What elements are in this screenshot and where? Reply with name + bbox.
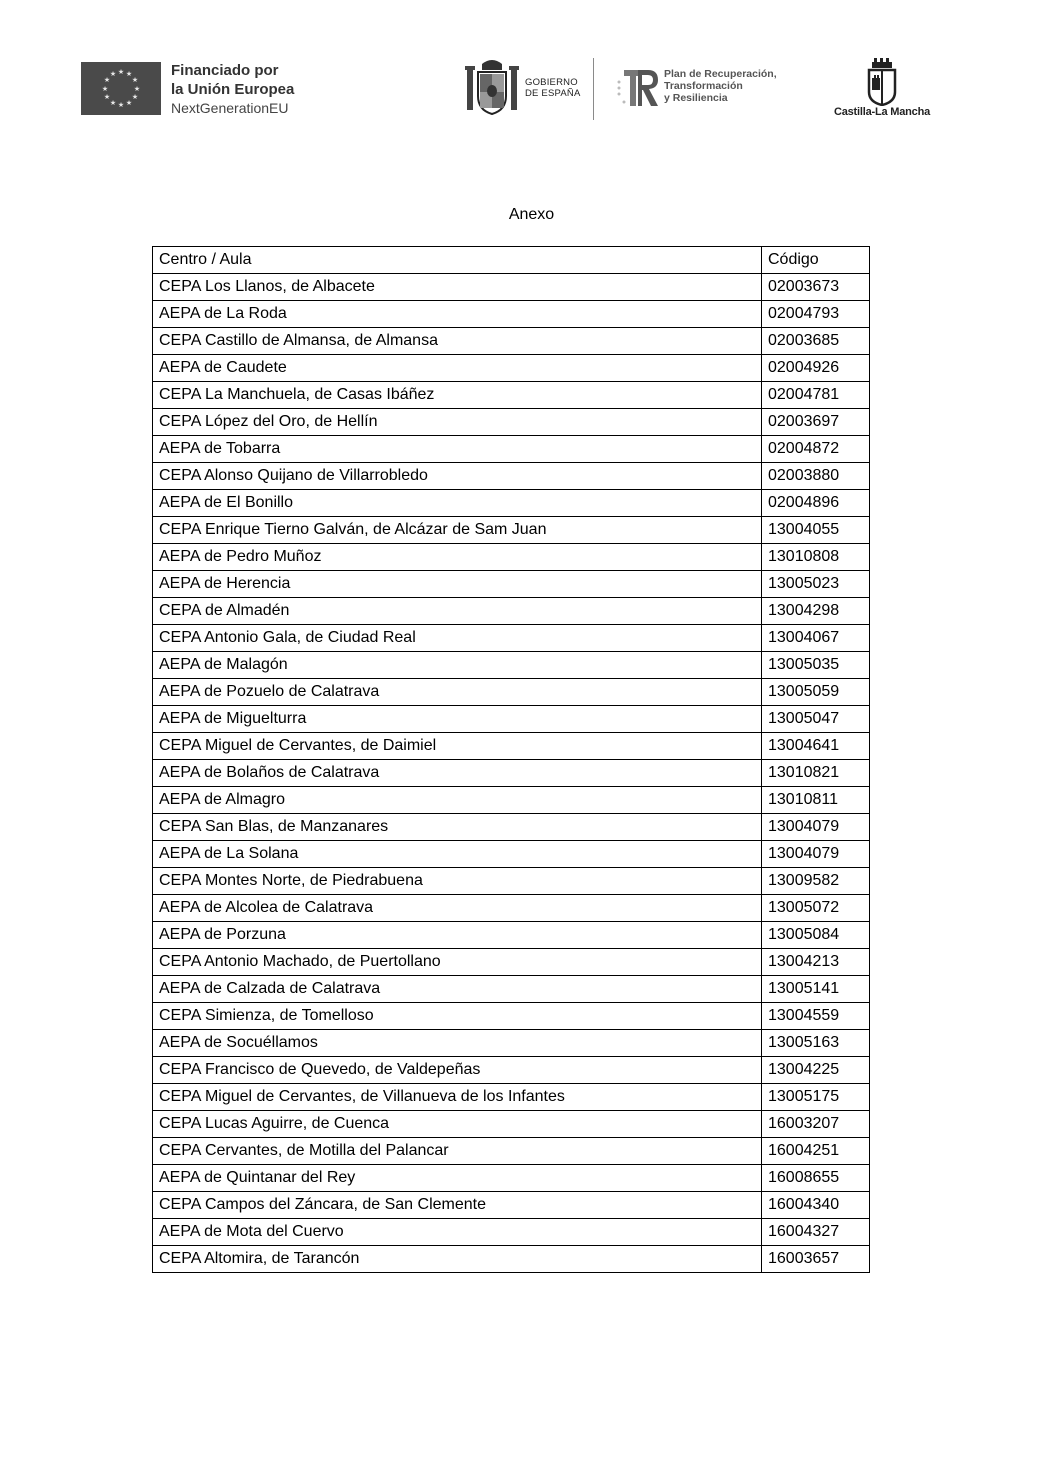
recovery-plan-logo (616, 68, 777, 108)
centro-aula-cell: AEPA de Alcolea de Calatrava (153, 895, 762, 922)
codigo-cell: 13004641 (762, 733, 870, 760)
castilla-la-mancha-name: Castilla-La Mancha (833, 106, 931, 118)
codigo-cell: 16003207 (762, 1111, 870, 1138)
centro-aula-cell: CEPA Antonio Gala, de Ciudad Real (153, 625, 762, 652)
codigo-cell: 13004055 (762, 517, 870, 544)
table-row (153, 1057, 870, 1084)
centro-aula-cell: AEPA de El Bonillo (153, 490, 762, 517)
table-row (153, 1192, 870, 1219)
table-row (153, 868, 870, 895)
table-row (153, 841, 870, 868)
codigo-cell: 13005035 (762, 652, 870, 679)
centro-aula-cell: AEPA de Almagro (153, 787, 762, 814)
centro-aula-cell: CEPA Montes Norte, de Piedrabuena (153, 868, 762, 895)
codigo-cell: 02003880 (762, 463, 870, 490)
centro-aula-cell: CEPA Altomira, de Tarancón (153, 1246, 762, 1273)
codigo-cell: 13010808 (762, 544, 870, 571)
centro-aula-cell: CEPA Antonio Machado, de Puertollano (153, 949, 762, 976)
centro-aula-cell: AEPA de Pozuelo de Calatrava (153, 679, 762, 706)
codigo-cell: 16004327 (762, 1219, 870, 1246)
codigo-cell: 02003697 (762, 409, 870, 436)
table-body (153, 274, 870, 1273)
recovery-line-3: y Resiliencia (664, 92, 728, 104)
svg-text:★: ★ (103, 93, 111, 101)
table-row (153, 1165, 870, 1192)
centro-aula-cell: CEPA Cervantes, de Motilla del Palancar (153, 1138, 762, 1165)
document-header (0, 0, 1063, 140)
codigo-cell: 13005023 (762, 571, 870, 598)
table-row (153, 733, 870, 760)
table-row (153, 409, 870, 436)
codigo-cell: 13004079 (762, 841, 870, 868)
codigo-cell: 13005084 (762, 922, 870, 949)
codigo-cell: 02004781 (762, 382, 870, 409)
svg-text:★: ★ (133, 85, 141, 93)
centro-aula-cell: CEPA San Blas, de Manzanares (153, 814, 762, 841)
table-row (153, 787, 870, 814)
table-row (153, 625, 870, 652)
centro-aula-cell: CEPA López del Oro, de Hellín (153, 409, 762, 436)
table-row (153, 490, 870, 517)
svg-text:★: ★ (131, 76, 139, 84)
codigo-cell: 13004079 (762, 814, 870, 841)
codigo-cell: 13005163 (762, 1030, 870, 1057)
table-row (153, 1084, 870, 1111)
centro-aula-cell: AEPA de Tobarra (153, 436, 762, 463)
table-row (153, 1030, 870, 1057)
recovery-plan-tr-icon (616, 68, 660, 108)
centro-aula-cell: CEPA Enrique Tierno Galván, de Alcázar de Sam Juan (153, 517, 762, 544)
codigo-cell: 13005141 (762, 976, 870, 1003)
centro-aula-cell: AEPA de Caudete (153, 355, 762, 382)
table-row (153, 760, 870, 787)
centro-aula-cell: AEPA de La Roda (153, 301, 762, 328)
codigo-cell: 13004067 (762, 625, 870, 652)
svg-text:★: ★ (109, 99, 117, 107)
centro-aula-cell: CEPA Miguel de Cervantes, de Daimiel (153, 733, 762, 760)
centro-aula-cell: AEPA de Quintanar del Rey (153, 1165, 762, 1192)
table-row (153, 571, 870, 598)
codigo-cell: 13005059 (762, 679, 870, 706)
codigo-cell: 02004872 (762, 436, 870, 463)
castilla-la-mancha-logo (830, 58, 934, 118)
svg-text:★: ★ (117, 68, 125, 76)
centro-aula-cell: CEPA Los Llanos, de Albacete (153, 274, 762, 301)
centro-aula-cell: CEPA Alonso Quijano de Villarrobledo (153, 463, 762, 490)
centro-aula-cell: AEPA de Socuéllamos (153, 1030, 762, 1057)
centro-aula-cell: AEPA de Bolaños de Calatrava (153, 760, 762, 787)
gobierno-espana-logo (465, 58, 580, 118)
table-header-row (153, 247, 870, 274)
table-row (153, 517, 870, 544)
eu-line-1: Financiado por (171, 62, 279, 79)
codigo-cell: 13010811 (762, 787, 870, 814)
codigo-cell: 16008655 (762, 1165, 870, 1192)
centro-aula-cell: CEPA Miguel de Cervantes, de Villanueva de los Infantes (153, 1084, 762, 1111)
codigo-cell: 13005175 (762, 1084, 870, 1111)
table-row (153, 301, 870, 328)
table-row (153, 544, 870, 571)
centro-aula-cell: CEPA Francisco de Quevedo, de Valdepeñas (153, 1057, 762, 1084)
codigo-cell: 02004793 (762, 301, 870, 328)
logo-divider (593, 58, 594, 120)
svg-text:★: ★ (117, 101, 125, 109)
eu-line-3: NextGenerationEU (171, 100, 289, 116)
eu-funding-text (171, 61, 294, 118)
centro-aula-cell: CEPA Lucas Aguirre, de Cuenca (153, 1111, 762, 1138)
centro-aula-cell: AEPA de Herencia (153, 571, 762, 598)
svg-text:★: ★ (101, 85, 109, 93)
annex-title: Anexo (508, 206, 555, 223)
centro-aula-cell: CEPA de Almadén (153, 598, 762, 625)
codigo-cell: 16004251 (762, 1138, 870, 1165)
table-row (153, 895, 870, 922)
codigo-cell: 13005072 (762, 895, 870, 922)
codigo-cell: 13004298 (762, 598, 870, 625)
centro-aula-cell: AEPA de Pedro Muñoz (153, 544, 762, 571)
codigo-cell: 13005047 (762, 706, 870, 733)
codigo-cell: 13009582 (762, 868, 870, 895)
svg-text:★: ★ (131, 93, 139, 101)
table-row (153, 274, 870, 301)
centro-aula-cell: AEPA de La Solana (153, 841, 762, 868)
table-row (153, 355, 870, 382)
eu-funding-logo (81, 62, 294, 118)
centro-aula-cell: AEPA de Malagón (153, 652, 762, 679)
table-row (153, 922, 870, 949)
table-row (153, 679, 870, 706)
table-row (153, 1246, 870, 1273)
centro-aula-cell: CEPA Campos del Záncara, de San Clemente (153, 1192, 762, 1219)
svg-text:★: ★ (125, 99, 133, 107)
recovery-plan-text (664, 68, 777, 104)
table-row (153, 1111, 870, 1138)
header-codigo: Código (762, 247, 870, 274)
codigo-cell: 16003657 (762, 1246, 870, 1273)
table-row (153, 328, 870, 355)
centro-aula-cell: AEPA de Miguelturra (153, 706, 762, 733)
table-row (153, 382, 870, 409)
svg-text:★: ★ (125, 70, 133, 78)
codigo-cell: 02003673 (762, 274, 870, 301)
centro-aula-cell: AEPA de Porzuna (153, 922, 762, 949)
table-row (153, 1003, 870, 1030)
eu-line-2: la Unión Europea (171, 81, 295, 98)
table-row (153, 976, 870, 1003)
codigo-cell: 02004926 (762, 355, 870, 382)
codigo-cell: 02004896 (762, 490, 870, 517)
centro-aula-cell: AEPA de Calzada de Calatrava (153, 976, 762, 1003)
codigo-cell: 13010821 (762, 760, 870, 787)
table-row (153, 598, 870, 625)
centro-aula-cell: CEPA Castillo de Almansa, de Almansa (153, 328, 762, 355)
svg-text:★: ★ (109, 70, 117, 78)
svg-text:★: ★ (103, 76, 111, 84)
centro-aula-cell: AEPA de Mota del Cuervo (153, 1219, 762, 1246)
recovery-line-1: Plan de Recuperación, (664, 68, 777, 80)
gobierno-line-1: GOBIERNO (525, 77, 578, 88)
table-row (153, 1219, 870, 1246)
table-row (153, 814, 870, 841)
castilla-la-mancha-emblem-icon (865, 58, 899, 106)
annex-table (152, 246, 870, 1273)
gobierno-text (525, 77, 580, 99)
codigo-cell: 13004225 (762, 1057, 870, 1084)
centro-aula-cell: CEPA Simienza, de Tomelloso (153, 1003, 762, 1030)
table-row (153, 652, 870, 679)
table-row (153, 949, 870, 976)
gobierno-line-2: DE ESPAÑA (525, 88, 581, 99)
eu-flag-icon (81, 62, 161, 115)
table-row (153, 436, 870, 463)
table-row (153, 706, 870, 733)
codigo-cell: 13004559 (762, 1003, 870, 1030)
codigo-cell: 13004213 (762, 949, 870, 976)
table-row (153, 1138, 870, 1165)
spain-coat-of-arms-icon (465, 58, 519, 118)
centro-aula-cell: CEPA La Manchuela, de Casas Ibáñez (153, 382, 762, 409)
table-row (153, 463, 870, 490)
recovery-line-2: Transformación (664, 80, 743, 92)
codigo-cell: 16004340 (762, 1192, 870, 1219)
codigo-cell: 02003685 (762, 328, 870, 355)
header-centro-aula: Centro / Aula (153, 247, 762, 274)
